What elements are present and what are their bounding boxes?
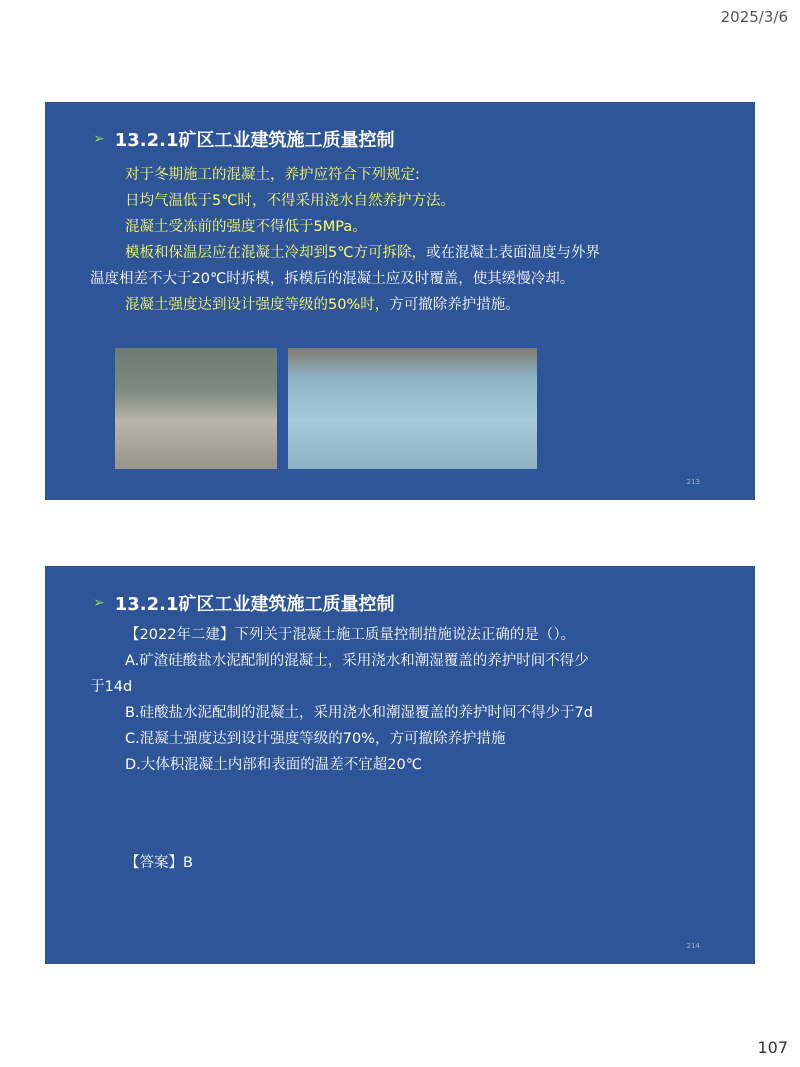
page-number: 107 <box>757 1038 788 1057</box>
slide-body <box>90 162 600 318</box>
slide-title-text: 13.2.1矿区工业建筑施工质量控制 <box>114 594 395 615</box>
normal-text: 或在混凝土表面温度与外界温度相差不大于20℃时拆模，拆模后的混凝土应及时覆盖，使其缓慢冷却。 <box>90 245 601 287</box>
slide-number: 213 <box>686 478 700 486</box>
slide-title-text: 13.2.1矿区工业建筑施工质量控制 <box>114 130 395 151</box>
slide-number: 214 <box>686 942 700 950</box>
arrow-bullet-icon: ➢ <box>93 595 105 611</box>
option-b: B.硅酸盐水泥配制的混凝土，采用浇水和潮湿覆盖的养护时间不得少于7d <box>125 705 593 721</box>
normal-text: 方可撤除养护措施。 <box>389 297 520 313</box>
text-line: 日均气温低于5℃时，不得采用浇水自然养护方法。 <box>125 193 456 209</box>
slide-body <box>90 622 600 876</box>
text-line: 混凝土受冻前的强度不得低于5MPa。 <box>125 219 367 235</box>
slide-title <box>93 590 395 616</box>
slide-title <box>93 126 395 152</box>
answer-text: 【答案】B <box>125 855 193 871</box>
option-a: A.矿渣硅酸盐水泥配制的混凝士，采用浇水和潮湿覆盖的养护时间不得少于14d <box>90 653 589 695</box>
text-line: 对于冬期施工的混凝土，养护应符合下列规定: <box>125 167 420 183</box>
slide-213 <box>45 102 755 500</box>
construction-photo-covering <box>288 348 537 469</box>
text-paragraph <box>90 292 600 318</box>
construction-photo-spraying <box>115 348 277 469</box>
option-d: D.大体积混凝土内部和表面的温差不宜超20℃ <box>125 757 423 773</box>
slide-214 <box>45 566 755 964</box>
print-date: 2025/3/6 <box>720 8 788 26</box>
option-c: C.混凝土强度达到设计强度等级的70%，方可撤除养护措施 <box>125 731 506 747</box>
question-text: 【2022年二建】下列关于混凝土施工质量控制措施说法正确的是（）。 <box>125 627 576 643</box>
arrow-bullet-icon: ➢ <box>93 131 105 147</box>
highlight-text: 模板和保温层应在混凝土冷却到5℃方可拆除， <box>125 245 427 261</box>
text-paragraph <box>90 240 600 292</box>
highlight-text: 混凝土强度达到设计强度等级的50%时， <box>125 297 390 313</box>
